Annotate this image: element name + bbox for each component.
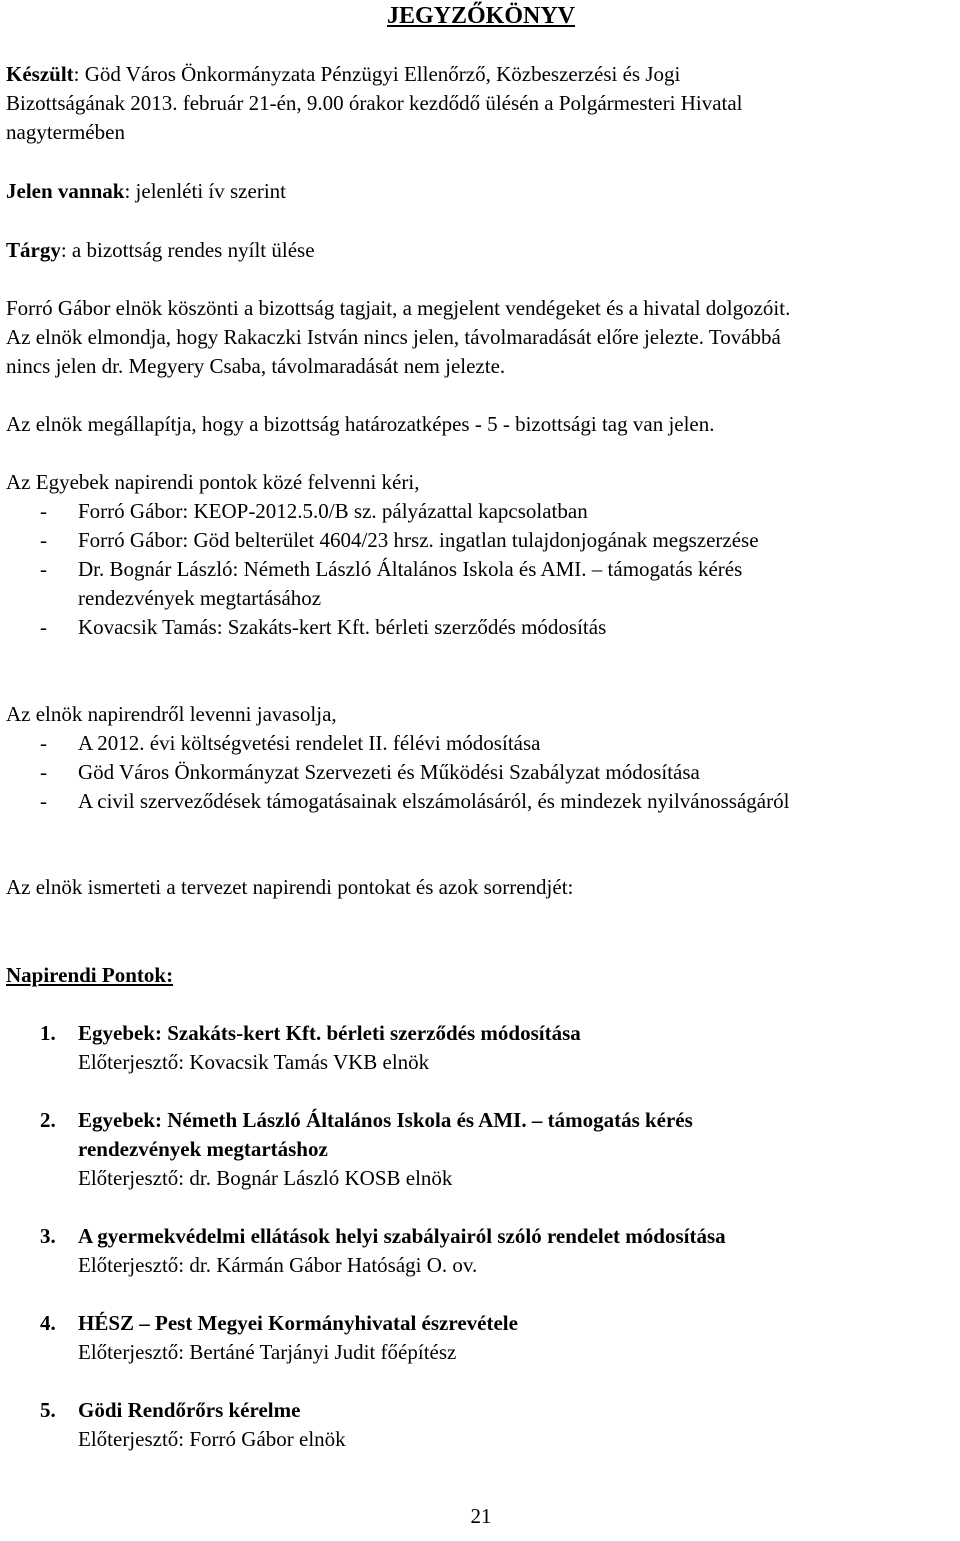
paragraph-add-request: Az Egyebek napirendi pontok közé felvenni kéri, — [6, 470, 420, 494]
keszult-label: Készült — [6, 62, 74, 86]
paragraph-agenda-intro: Az elnök ismerteti a tervezet napirendi pontokat és azok sorrendjét: — [6, 875, 574, 899]
paragraph-1-line-2: Az elnök elmondja, hogy Rakaczki István nincs jelen, távolmaradását előre jelezte. Továbbá — [6, 325, 781, 349]
paragraph-remove-request: Az elnök napirendről levenni javasolja, — [6, 702, 337, 726]
targy-label: Tárgy — [6, 238, 61, 262]
targy-line — [6, 236, 956, 264]
agenda-heading: Napirendi Pontok: — [6, 963, 174, 987]
keszult-line-2: Bizottságának 2013. február 21-én, 9.00 órakor kezdődő ülésén a Polgármesteri Hivatal — [6, 91, 743, 115]
paragraph-1-line-1: Forró Gábor elnök köszönti a bizottság tagjait, a megjelent vendégeket és a hivatal dolgozóit. — [6, 296, 791, 320]
keszult-line-1 — [6, 60, 956, 88]
paragraph-quorum: Az elnök megállapítja, hogy a bizottság határozatképes - 5 - bizottsági tag van jelen. — [6, 412, 715, 436]
jelen-text: : jelenléti ív szerint — [124, 179, 286, 203]
keszult-line-3: nagytermében — [6, 120, 125, 144]
document-title: JEGYZŐKÖNYV — [386, 3, 575, 29]
targy-text: : a bizottság rendes nyílt ülése — [60, 238, 315, 262]
paragraph-1-line-3: nincs jelen dr. Megyery Csaba, távolmaradását nem jelezte. — [6, 354, 506, 378]
page-number: 21 — [470, 1504, 492, 1528]
jelen-line — [6, 177, 956, 205]
keszult-text-1: : Göd Város Önkormányzata Pénzügyi Ellenőrző, Közbeszerzési és Jogi — [73, 62, 681, 86]
jelen-label: Jelen vannak — [6, 179, 125, 203]
